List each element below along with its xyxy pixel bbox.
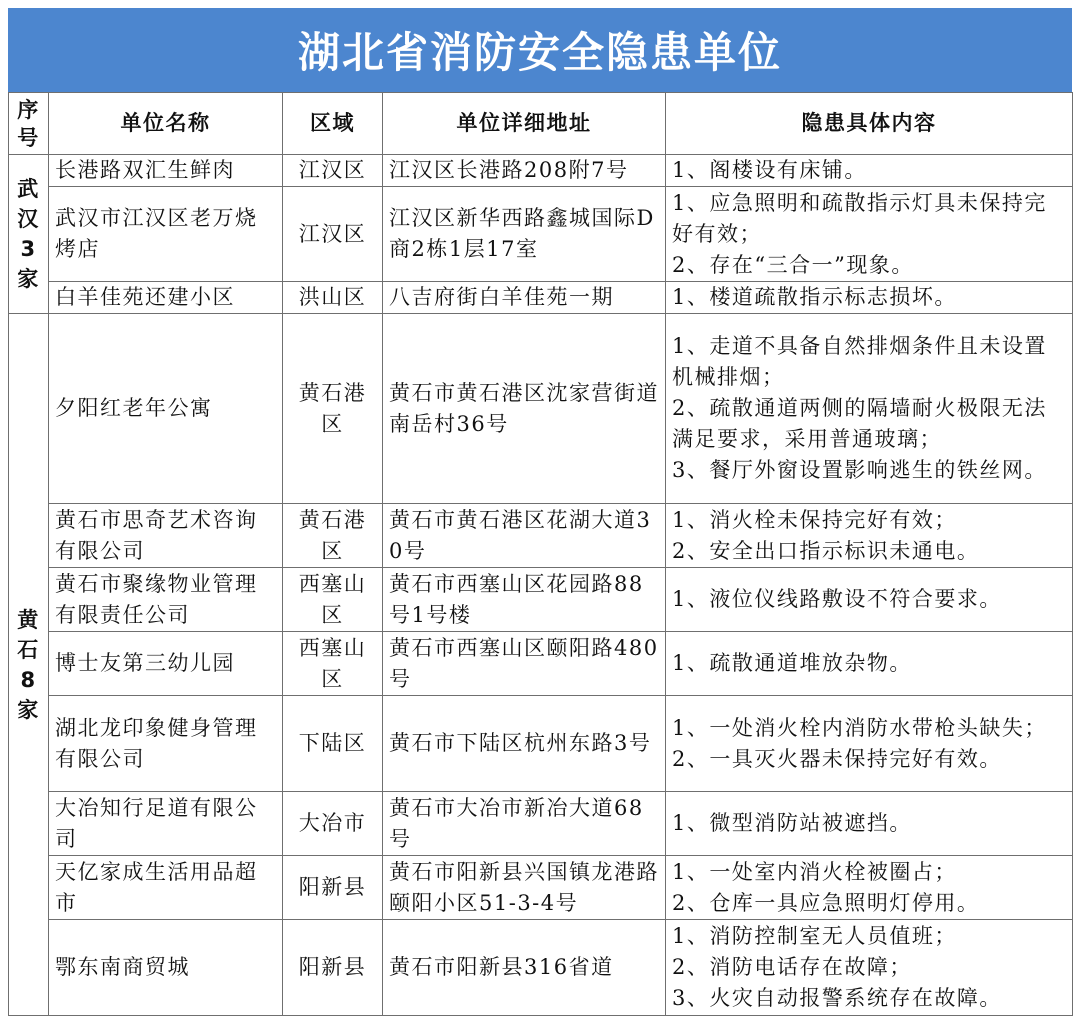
unit-area: 下陆区	[283, 696, 383, 792]
unit-address: 黄石市西塞山区花园路88号1号楼	[383, 568, 666, 632]
table-row	[9, 282, 1073, 314]
group-label-wuhan: 武汉3家	[9, 155, 49, 314]
unit-address: 江汉区新华西路鑫城国际D商2栋1层17室	[383, 187, 666, 282]
unit-address: 黄石市大冶市新冶大道68号	[383, 792, 666, 856]
table-header-row	[9, 93, 1073, 155]
issue-line: 1、一处消火栓内消防水带枪头缺失；	[672, 715, 1047, 740]
unit-name: 夕阳红老年公寓	[49, 314, 283, 504]
unit-issues	[666, 856, 1073, 920]
header-area: 区域	[283, 93, 383, 155]
page-title: 湖北省消防安全隐患单位	[8, 8, 1072, 92]
table-row	[9, 792, 1073, 856]
unit-area: 西塞山区	[283, 568, 383, 632]
unit-name: 湖北龙印象健身管理有限公司	[49, 696, 283, 792]
unit-area: 阳新县	[283, 856, 383, 920]
unit-area: 西塞山区	[283, 632, 383, 696]
issue-line: 1、消火栓未保持完好有效；	[672, 507, 957, 532]
issue-line: 1、阁楼设有床铺。	[672, 158, 867, 182]
unit-address: 黄石市下陆区杭州东路3号	[383, 696, 666, 792]
issue-line: 1、应急照明和疏散指示灯具未保持完好有效；	[672, 190, 1047, 246]
table-row	[9, 314, 1073, 504]
unit-address: 黄石市黄石港区花湖大道30号	[383, 504, 666, 568]
unit-address: 八吉府街白羊佳苑一期	[383, 282, 666, 314]
issue-line: 2、消防电话存在故障；	[672, 955, 912, 979]
unit-issues	[666, 155, 1073, 187]
table-row	[9, 856, 1073, 920]
unit-address: 黄石市黄石港区沈家营街道南岳村36号	[383, 314, 666, 504]
unit-issues	[666, 504, 1073, 568]
issue-line: 2、疏散通道两侧的隔墙耐火极限无法满足要求，采用普通玻璃；	[672, 396, 1047, 451]
unit-issues	[666, 920, 1073, 1016]
table-row	[9, 696, 1073, 792]
table-row	[9, 155, 1073, 187]
issue-line: 1、微型消防站被遮挡。	[672, 811, 912, 835]
unit-name: 白羊佳苑还建小区	[49, 282, 283, 314]
group-label-huangshi: 黄石8家	[9, 314, 49, 1016]
issue-line: 2、一具灭火器未保持完好有效。	[672, 746, 1002, 771]
issue-line: 1、液位仪线路敷设不符合要求。	[672, 587, 1002, 611]
unit-name: 大冶知行足道有限公司	[49, 792, 283, 856]
issue-line: 2、安全出口指示标识未通电。	[672, 538, 980, 563]
header-issues: 隐患具体内容	[666, 93, 1073, 155]
issue-line: 1、消防控制室无人员值班；	[672, 924, 957, 948]
issue-line: 1、楼道疏散指示标志损坏。	[672, 285, 957, 309]
issue-line: 1、一处室内消火栓被圈占；	[672, 859, 957, 884]
unit-address: 江汉区长港路208附7号	[383, 155, 666, 187]
unit-issues	[666, 696, 1073, 792]
unit-issues	[666, 187, 1073, 282]
unit-issues	[666, 314, 1073, 504]
issue-line: 2、仓库一具应急照明灯停用。	[672, 890, 980, 915]
unit-name: 黄石市聚缘物业管理有限责任公司	[49, 568, 283, 632]
unit-address: 黄石市阳新县兴国镇龙港路颐阳小区51-3-4号	[383, 856, 666, 920]
unit-name: 天亿家成生活用品超市	[49, 856, 283, 920]
issue-line: 2、存在“三合一”现象。	[672, 252, 914, 277]
unit-area: 大冶市	[283, 792, 383, 856]
unit-area: 江汉区	[283, 155, 383, 187]
table-row	[9, 632, 1073, 696]
unit-issues	[666, 792, 1073, 856]
header-seq: 序号	[9, 93, 49, 155]
table-row	[9, 568, 1073, 632]
table-row	[9, 920, 1073, 1016]
unit-name: 黄石市思奇艺术咨询有限公司	[49, 504, 283, 568]
unit-name: 鄂东南商贸城	[49, 920, 283, 1016]
unit-issues	[666, 568, 1073, 632]
unit-name: 长港路双汇生鲜肉	[49, 155, 283, 187]
header-address: 单位详细地址	[383, 93, 666, 155]
unit-area: 江汉区	[283, 187, 383, 282]
unit-name: 博士友第三幼儿园	[49, 632, 283, 696]
unit-address: 黄石市西塞山区颐阳路480号	[383, 632, 666, 696]
issue-line: 1、疏散通道堆放杂物。	[672, 651, 912, 675]
unit-area: 黄石港区	[283, 504, 383, 568]
hazard-units-table	[8, 92, 1073, 1016]
unit-area: 洪山区	[283, 282, 383, 314]
unit-issues	[666, 632, 1073, 696]
table-row	[9, 504, 1073, 568]
header-name: 单位名称	[49, 93, 283, 155]
issue-line: 3、餐厅外窗设置影响逃生的铁丝网。	[672, 458, 1047, 482]
table-row	[9, 187, 1073, 282]
unit-area: 阳新县	[283, 920, 383, 1016]
issue-line: 3、火灾自动报警系统存在故障。	[672, 986, 1002, 1010]
unit-name: 武汉市江汉区老万烧烤店	[49, 187, 283, 282]
unit-issues	[666, 282, 1073, 314]
unit-address: 黄石市阳新县316省道	[383, 920, 666, 1016]
issue-line: 1、走道不具备自然排烟条件且未设置机械排烟；	[672, 334, 1047, 389]
unit-area: 黄石港区	[283, 314, 383, 504]
